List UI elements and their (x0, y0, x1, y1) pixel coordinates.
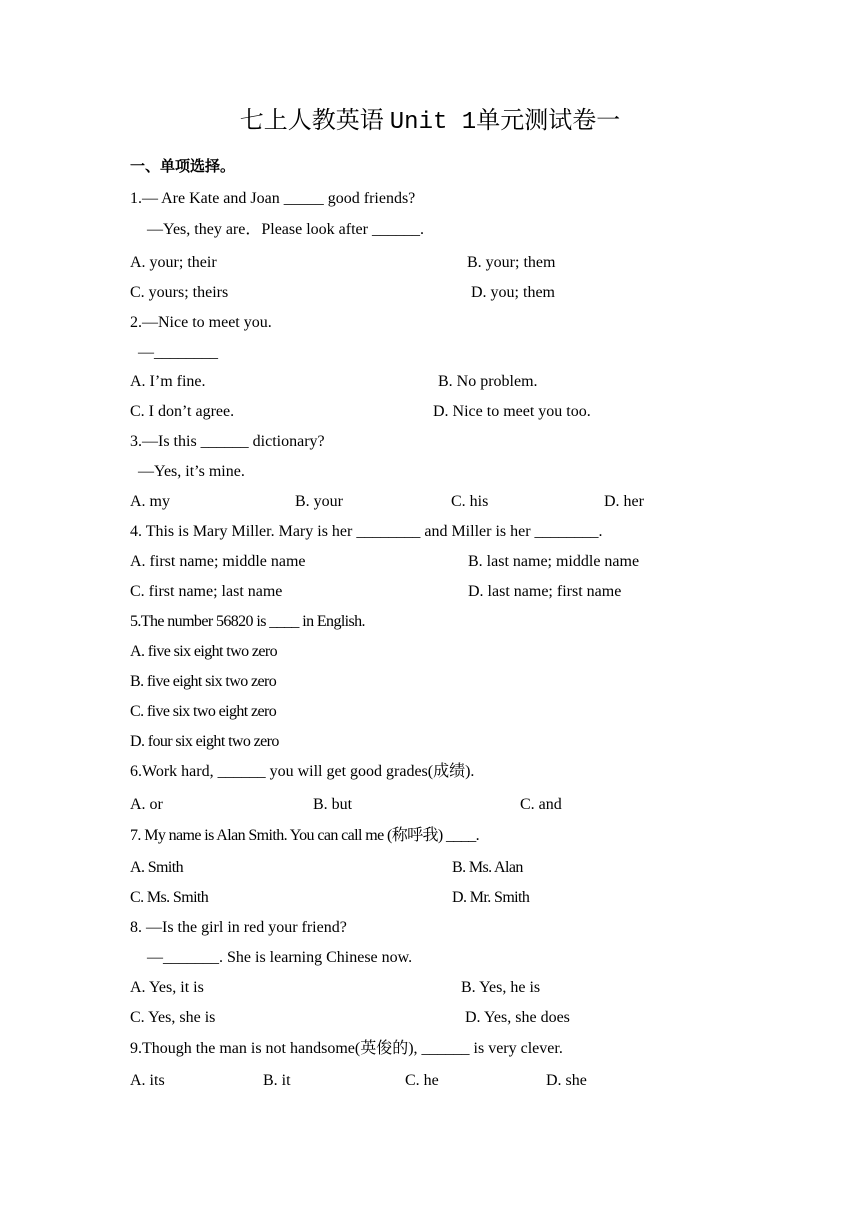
question-6-stem: 6.Work hard, ______ you will get good grades(成绩). (130, 763, 475, 780)
question-3-stem-2: —Yes, it’s mine. (138, 463, 245, 480)
question-7-option-c: C. Ms. Smith (130, 889, 209, 906)
question-4-option-d: D. last name; first name (468, 583, 622, 600)
question-9-option-b: B. it (263, 1072, 291, 1089)
question-2-stem: 2.—Nice to meet you. (130, 314, 272, 331)
question-7-option-d: D. Mr. Smith (452, 889, 530, 906)
question-8-option-c: C. Yes, she is (130, 1009, 216, 1026)
question-3-option-b: B. your (295, 493, 343, 510)
section-heading: 一、单项选择。 (130, 157, 236, 175)
question-1-stem: 1.— Are Kate and Joan _____ good friends? (130, 190, 416, 207)
question-1-option-d: D. you; them (471, 284, 555, 301)
question-8-stem: 8. —Is the girl in red your friend? (130, 919, 347, 936)
question-2-stem-2: —________ (138, 344, 218, 361)
question-3-stem: 3.—Is this ______ dictionary? (130, 433, 325, 450)
question-7-option-b: B. Ms. Alan (452, 859, 523, 876)
title-unit: Unit 1 (389, 109, 477, 136)
question-4-option-c: C. first name; last name (130, 583, 283, 600)
page-title (0, 106, 860, 138)
question-5-option-c: C. five six two eight zero (130, 703, 277, 720)
question-2-option-c: C. I don’t agree. (130, 403, 235, 420)
question-4-option-a: A. first name; middle name (130, 553, 306, 570)
question-3-option-c: C. his (451, 493, 489, 510)
title-part-1: 七上人教英语 (239, 108, 390, 134)
question-5-option-b: B. five eight six two zero (130, 673, 277, 690)
question-5-option-d: D. four six eight two zero (130, 733, 279, 750)
question-9-option-a: A. its (130, 1072, 165, 1089)
question-7-stem: 7. My name is Alan Smith. You can call me (称呼我) ____. (130, 827, 480, 844)
question-1-option-c: C. yours; theirs (130, 284, 229, 301)
question-3-option-a: A. my (130, 493, 170, 510)
question-4-option-b: B. last name; middle name (468, 553, 640, 570)
question-8-option-d: D. Yes, she does (465, 1009, 570, 1026)
question-3-option-d: D. her (604, 493, 644, 510)
question-9-option-c: C. he (405, 1072, 439, 1089)
question-1-option-a: A. your; their (130, 254, 217, 271)
title-part-3: 单元测试卷一 (476, 108, 621, 134)
question-1-option-b: B. your; them (467, 254, 556, 271)
question-9-stem: 9.Though the man is not handsome(英俊的), ______ is very clever. (130, 1040, 563, 1057)
question-2-option-b: B. No problem. (438, 373, 538, 390)
question-9-option-d: D. she (546, 1072, 587, 1089)
question-5-stem: 5.The number 56820 is ____ in English. (130, 613, 365, 630)
question-6-option-b: B. but (313, 796, 353, 813)
question-8-option-a: A. Yes, it is (130, 979, 204, 996)
question-6-option-c: C. and (520, 796, 562, 813)
question-2-option-d: D. Nice to meet you too. (433, 403, 591, 420)
question-6-option-a: A. or (130, 796, 163, 813)
question-4-stem: 4. This is Mary Miller. Mary is her ________ and Miller is her ________. (130, 523, 603, 540)
question-5-option-a: A. five six eight two zero (130, 643, 278, 660)
question-8-option-b: B. Yes, he is (461, 979, 541, 996)
question-7-option-a: A. Smith (130, 859, 183, 876)
question-1-stem-2: —Yes, they are．Please look after ______. (147, 221, 424, 238)
question-8-stem-2: —_______. She is learning Chinese now. (147, 949, 413, 966)
question-2-option-a: A. I’m fine. (130, 373, 206, 390)
